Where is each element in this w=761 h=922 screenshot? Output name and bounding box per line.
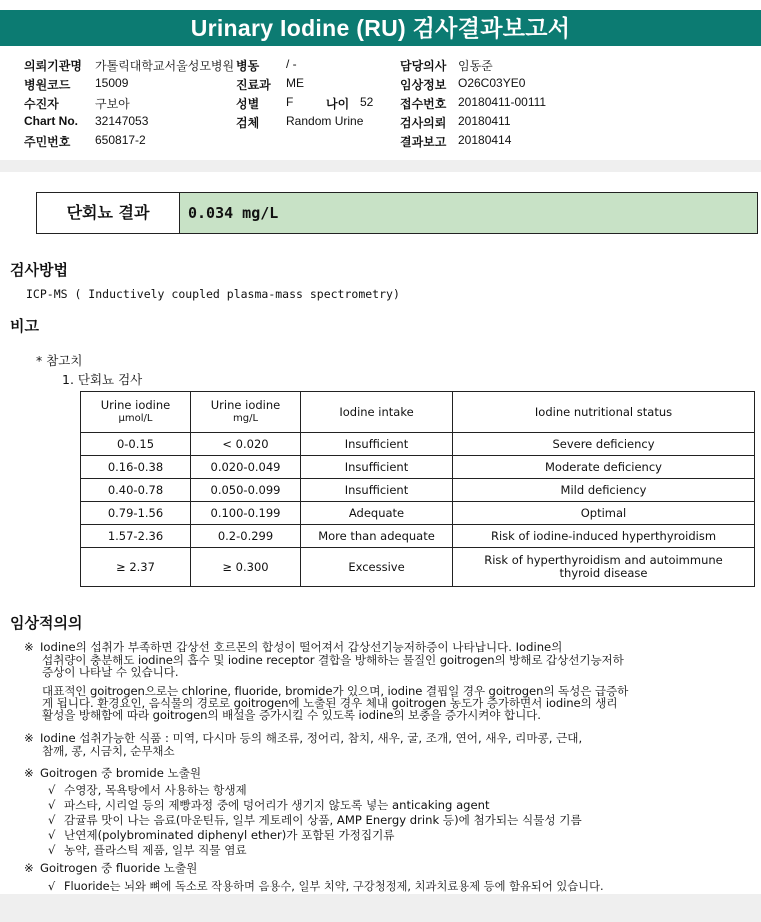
table-header-row <box>81 392 755 433</box>
cell-intake: Adequate <box>301 502 453 525</box>
cell-intake: Insufficient <box>301 433 453 456</box>
list-item: √ 수영장, 목욕탕에서 사용하는 항생제 <box>48 783 247 797</box>
header-status: Iodine nutritional status <box>453 392 755 433</box>
table-row <box>81 433 755 456</box>
list-item: √ Fluoride는 뇌와 뼈에 독소로 작용하며 음용수, 일부 치약, 구강청정제, 치과치료용제 등에 함유되어 있습니다. <box>48 880 604 893</box>
header-mg: Urine iodine mg/L <box>191 392 301 433</box>
ward-label: 병동 <box>236 59 260 73</box>
method-heading: 검사방법 <box>10 261 68 279</box>
cell-mg: 0.100-0.199 <box>191 502 301 525</box>
report-title: Urinary Iodine (RU) 검사결과보고서 <box>0 10 761 46</box>
rrn-value: 650817-2 <box>95 133 146 147</box>
table-row <box>81 479 755 502</box>
sex-value: F <box>286 95 294 109</box>
cell-mg: 0.2-0.299 <box>191 525 301 548</box>
list-item: √ 파스타, 시리얼 등의 제빵과정 중에 덩어리가 생기지 않도록 넣는 anticaking agent <box>48 798 490 812</box>
clinical-info-label: 임상정보 <box>400 78 447 92</box>
cell-status: Optimal <box>453 502 755 525</box>
result-box <box>36 192 758 234</box>
result-value: 0.034 mg/L <box>180 193 757 233</box>
cell-umol: 0.40-0.78 <box>81 479 191 502</box>
note-title: Goitrogen 중 fluoride 노출원 <box>40 861 198 875</box>
cell-intake: Insufficient <box>301 479 453 502</box>
doctor-value: 임동준 <box>458 59 493 73</box>
note-bromide <box>24 767 201 779</box>
cell-status: Risk of hyperthyroidism and autoimmune thyroid disease <box>453 548 755 587</box>
list-item: √ 농약, 플라스틱 제품, 일부 직물 염료 <box>48 843 247 857</box>
note-mark-icon: ※ <box>24 861 34 875</box>
report-date-label: 결과보고 <box>400 135 447 149</box>
cell-status: Mild deficiency <box>453 479 755 502</box>
cell-umol: 0.79-1.56 <box>81 502 191 525</box>
section-divider <box>0 160 761 172</box>
table-row <box>81 456 755 479</box>
check-icon: √ <box>48 880 56 893</box>
hospital-code-label: 병원코드 <box>24 78 71 92</box>
dept-value: ME <box>286 76 304 90</box>
cell-intake: More than adequate <box>301 525 453 548</box>
specimen-value: Random Urine <box>286 114 364 128</box>
check-icon: √ <box>48 843 56 857</box>
institution-value: 가톨릭대학교서울성모병원 <box>95 59 235 73</box>
remarks-heading: 비고 <box>10 317 39 335</box>
cell-mg: < 0.020 <box>191 433 301 456</box>
check-icon: √ <box>48 783 56 797</box>
cell-mg: ≥ 0.300 <box>191 548 301 587</box>
cell-intake: Excessive <box>301 548 453 587</box>
reference-table <box>80 391 755 587</box>
check-icon: √ <box>48 813 56 827</box>
note-line: Iodine의 섭취가 부족하면 갑상선 호르몬의 합성이 떨어져서 갑상선기능저하증이 나타납니다. Iodine의 <box>40 640 563 654</box>
request-value: 20180411 <box>458 114 511 128</box>
table-row <box>81 525 755 548</box>
sex-label: 성별 <box>236 97 260 111</box>
note-mark-icon: ※ <box>24 731 34 745</box>
note-line: 활성을 방해함에 따라 goitrogen의 배설을 증가시킬 수 있도록 iodine의 보충을 증가시켜야 합니다. <box>42 708 541 722</box>
cell-status: Moderate deficiency <box>453 456 755 479</box>
note-title: Goitrogen 중 bromide 노출원 <box>40 766 202 780</box>
ward-value: / - <box>286 57 297 71</box>
clinical-info-value: O26C03YE0 <box>458 76 526 90</box>
header-intake: Iodine intake <box>301 392 453 433</box>
table-row <box>81 502 755 525</box>
table-row <box>81 548 755 587</box>
check-icon: √ <box>48 798 56 812</box>
dept-label: 진료과 <box>236 78 271 92</box>
receipt-label: 접수번호 <box>400 97 447 111</box>
receipt-value: 20180411-00111 <box>458 95 547 109</box>
page-footer-band <box>0 894 761 922</box>
note-line: 게 됩니다. 환경요인, 음식물의 경로로 goitrogen에 노출된 경우 체내 goitrogen 농도가 증가하면서 iodine의 생리 <box>42 696 618 710</box>
note-iodine <box>24 641 562 653</box>
note-line: Iodine 섭취가능한 식품 : 미역, 다시마 등의 해조류, 정어리, 참치, 새우, 굴, 조개, 연어, 새우, 리마콩, 근대, <box>40 731 583 745</box>
cell-umol: 1.57-2.36 <box>81 525 191 548</box>
note-line: 섭취량이 충분해도 iodine의 흡수 및 iodine receptor 결합을 방해하는 물질인 goitrogen의 방해로 갑상선기능저하 <box>42 653 624 667</box>
list-item: √ 감귤류 맛이 나는 음료(마운틴듀, 일부 게토레이 상품, AMP Energy drink 등)에 첨가되는 식물성 기름 <box>48 813 582 827</box>
note-line: 증상이 나타날 수 있습니다. <box>42 665 179 679</box>
header-umol: Urine iodine μmol/L <box>81 392 191 433</box>
cell-umol: 0.16-0.38 <box>81 456 191 479</box>
institution-label: 의뢰기관명 <box>24 59 82 73</box>
chart-label: Chart No. <box>24 114 78 128</box>
cell-mg: 0.050-0.099 <box>191 479 301 502</box>
result-label: 단회뇨 결과 <box>37 193 180 233</box>
patient-info <box>0 52 761 152</box>
cell-mg: 0.020-0.049 <box>191 456 301 479</box>
cell-intake: Insufficient <box>301 456 453 479</box>
note-foods <box>24 732 582 744</box>
request-label: 검사의뢰 <box>400 116 447 130</box>
patient-value: 구보아 <box>95 97 130 111</box>
reference-subtitle: 1. 단회뇨 검사 <box>62 372 143 387</box>
cell-status: Severe deficiency <box>453 433 755 456</box>
specimen-label: 검체 <box>236 116 260 130</box>
method-text: ICP-MS ( Inductively coupled plasma-mass spectrometry) <box>26 287 400 301</box>
note-line: 참깨, 콩, 시금치, 순무채소 <box>42 744 175 758</box>
cell-status: Risk of iodine-induced hyperthyroidism <box>453 525 755 548</box>
cell-umol: 0-0.15 <box>81 433 191 456</box>
age-label: 나이 <box>326 97 350 111</box>
cell-umol: ≥ 2.37 <box>81 548 191 587</box>
chart-value: 32147053 <box>95 114 149 128</box>
note-line: 대표적인 goitrogen으로는 chlorine, fluoride, bromide가 있으며, iodine 결핍일 경우 goitrogen의 독성은 급증하 <box>42 684 629 698</box>
reference-title: * 참고치 <box>36 353 83 368</box>
report-date-value: 20180414 <box>458 133 512 147</box>
age-value: 52 <box>360 95 374 109</box>
note-fluoride <box>24 862 197 874</box>
doctor-label: 담당의사 <box>400 59 447 73</box>
note-mark-icon: ※ <box>24 640 34 654</box>
check-icon: √ <box>48 828 56 842</box>
note-mark-icon: ※ <box>24 766 34 780</box>
rrn-label: 주민번호 <box>24 135 71 149</box>
hospital-code-value: 15009 <box>95 76 129 90</box>
patient-label: 수진자 <box>24 97 59 111</box>
list-item: √ 난연제(polybrominated diphenyl ether)가 포함된 가정집기류 <box>48 828 395 842</box>
clinical-heading: 임상적의의 <box>10 614 83 632</box>
